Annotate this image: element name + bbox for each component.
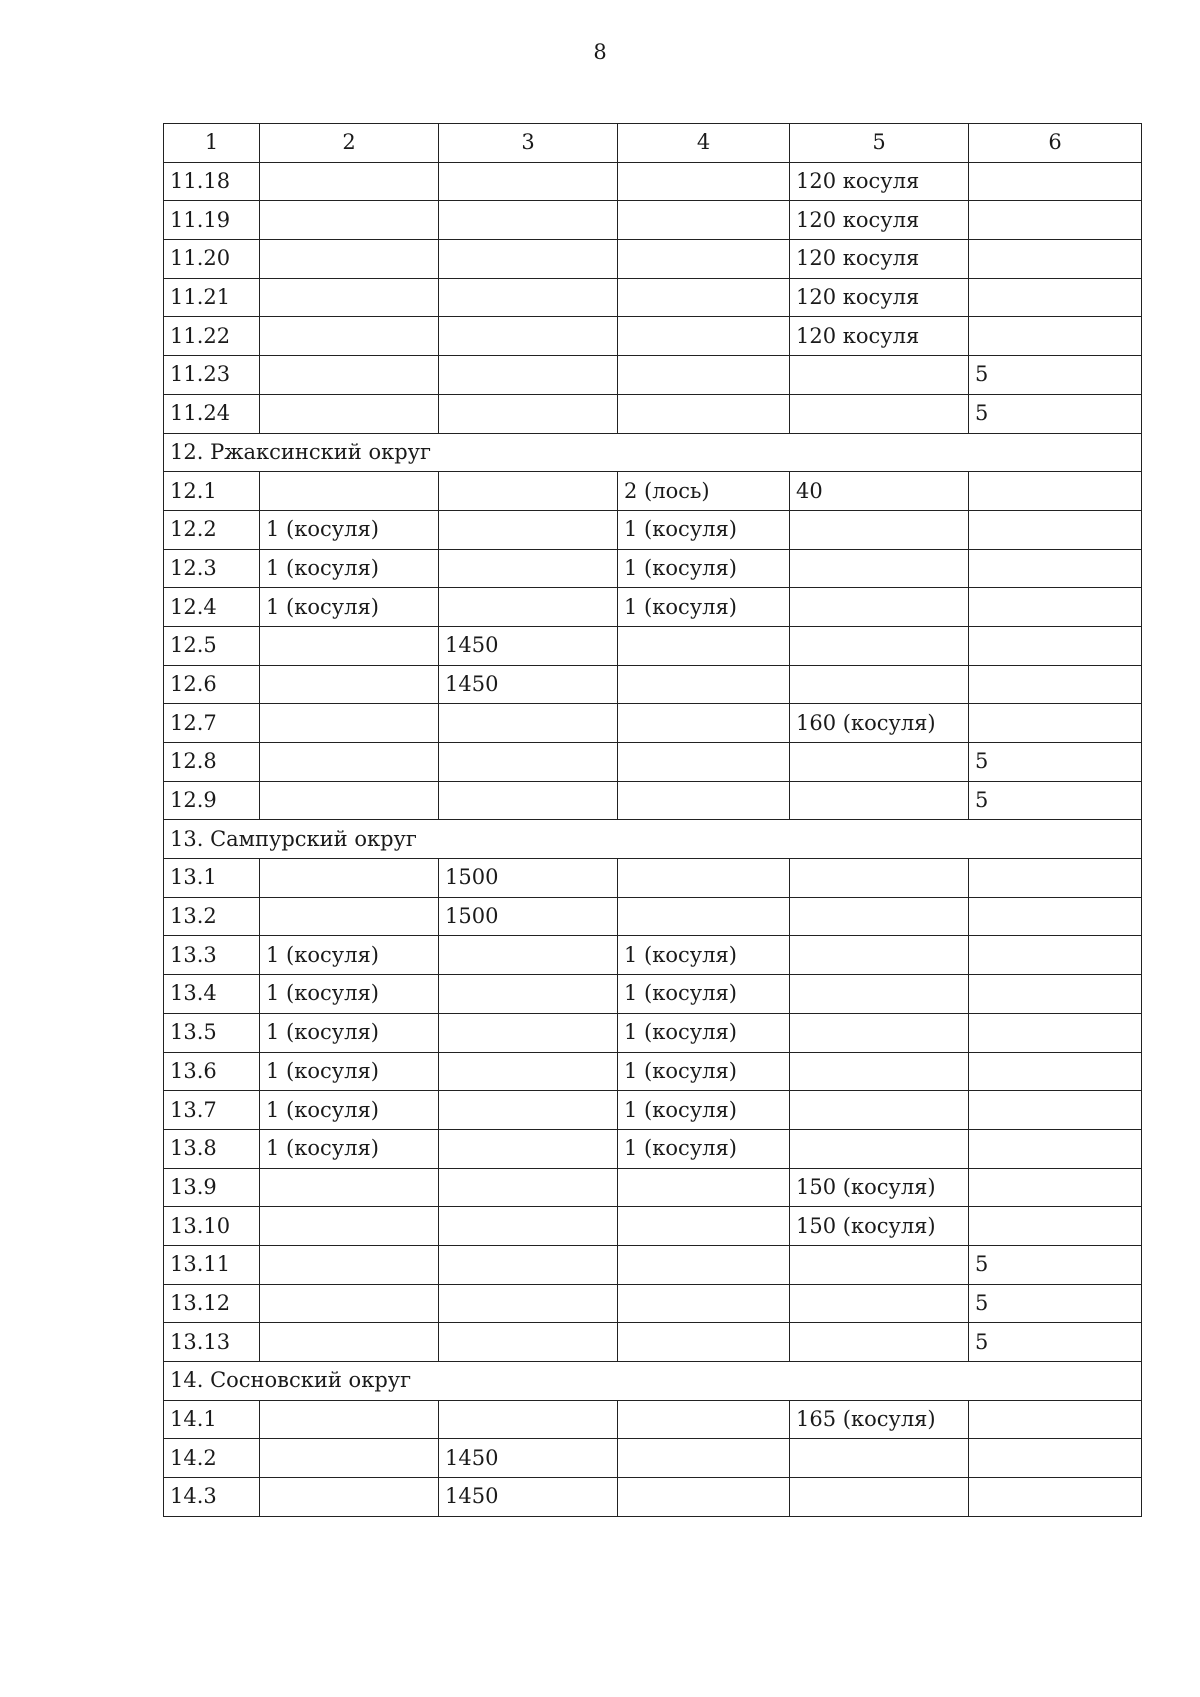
table-cell	[969, 1207, 1142, 1246]
table-cell	[439, 162, 618, 201]
table-cell	[260, 1284, 439, 1323]
row-number-cell: 11.24	[164, 394, 260, 433]
table-cell	[969, 859, 1142, 898]
row-number-cell: 13.3	[164, 936, 260, 975]
table-cell	[439, 510, 618, 549]
table-cell	[790, 975, 969, 1014]
table-cell: 120 косуля	[790, 201, 969, 240]
table-cell	[439, 1129, 618, 1168]
table-cell: 160 (косуля)	[790, 704, 969, 743]
row-number-cell: 11.23	[164, 356, 260, 395]
row-number-cell: 13.10	[164, 1207, 260, 1246]
table-cell	[439, 1013, 618, 1052]
table-cell: 1 (косуля)	[260, 510, 439, 549]
section-row	[164, 1362, 1142, 1401]
table-cell	[969, 1400, 1142, 1439]
table-row	[164, 278, 1142, 317]
table-cell	[439, 1091, 618, 1130]
table-cell: 5	[969, 1323, 1142, 1362]
table-cell	[618, 1168, 790, 1207]
table-cell	[790, 1323, 969, 1362]
table-body	[164, 124, 1142, 1517]
table-cell	[969, 549, 1142, 588]
table-cell	[439, 588, 618, 627]
table-cell	[790, 1013, 969, 1052]
table-cell: 5	[969, 394, 1142, 433]
table-cell	[790, 781, 969, 820]
row-number-cell: 11.20	[164, 240, 260, 279]
table-cell	[439, 394, 618, 433]
row-number-cell: 13.12	[164, 1284, 260, 1323]
table-cell	[790, 859, 969, 898]
table-cell: 1 (косуля)	[618, 588, 790, 627]
table-cell: 150 (косуля)	[790, 1168, 969, 1207]
table-cell	[969, 240, 1142, 279]
row-number-cell: 11.18	[164, 162, 260, 201]
table-cell	[969, 975, 1142, 1014]
table-cell	[618, 626, 790, 665]
table-cell: 1 (косуля)	[618, 1052, 790, 1091]
table-cell	[618, 201, 790, 240]
table-cell	[260, 1400, 439, 1439]
table-cell	[618, 704, 790, 743]
table-cell	[790, 743, 969, 782]
table-row	[164, 472, 1142, 511]
table-cell	[790, 897, 969, 936]
table-cell	[790, 588, 969, 627]
table-cell: 2 (лось)	[618, 472, 790, 511]
table-cell	[260, 1245, 439, 1284]
table-row	[164, 1052, 1142, 1091]
table-row	[164, 859, 1142, 898]
table-cell: 1 (косуля)	[618, 936, 790, 975]
row-number-cell: 12.2	[164, 510, 260, 549]
table-cell: 1 (косуля)	[618, 1091, 790, 1130]
table-row	[164, 1207, 1142, 1246]
header-row	[164, 124, 1142, 163]
row-number-cell: 13.6	[164, 1052, 260, 1091]
table-cell	[969, 626, 1142, 665]
table-cell	[260, 665, 439, 704]
table-cell	[260, 240, 439, 279]
row-number-cell: 11.22	[164, 317, 260, 356]
table-cell	[618, 356, 790, 395]
table-cell	[969, 278, 1142, 317]
row-number-cell: 13.9	[164, 1168, 260, 1207]
table-cell	[790, 1478, 969, 1517]
row-number-cell: 12.7	[164, 704, 260, 743]
table-cell	[260, 356, 439, 395]
table-cell	[439, 278, 618, 317]
table-row	[164, 1478, 1142, 1517]
table-cell	[969, 897, 1142, 936]
table-cell	[618, 1207, 790, 1246]
header-cell-4: 4	[618, 124, 790, 163]
row-number-cell: 14.1	[164, 1400, 260, 1439]
row-number-cell: 13.5	[164, 1013, 260, 1052]
table-row	[164, 510, 1142, 549]
table-cell	[260, 472, 439, 511]
table-row	[164, 1284, 1142, 1323]
table-cell	[260, 1478, 439, 1517]
table-cell	[618, 1245, 790, 1284]
table-cell: 5	[969, 743, 1142, 782]
table-cell	[439, 317, 618, 356]
table-cell: 150 (косуля)	[790, 1207, 969, 1246]
table-cell	[618, 317, 790, 356]
section-row	[164, 433, 1142, 472]
table-cell	[439, 201, 618, 240]
row-number-cell: 12.9	[164, 781, 260, 820]
table-cell	[439, 1207, 618, 1246]
table-row	[164, 1245, 1142, 1284]
table-cell	[969, 1129, 1142, 1168]
table-cell	[790, 1245, 969, 1284]
table-row	[164, 162, 1142, 201]
table-cell	[439, 936, 618, 975]
table-row	[164, 936, 1142, 975]
section-title: 13. Сампурский округ	[164, 820, 1142, 859]
table-cell	[439, 549, 618, 588]
table-cell	[260, 201, 439, 240]
table-cell: 1 (косуля)	[260, 1129, 439, 1168]
row-number-cell: 13.4	[164, 975, 260, 1014]
table-cell	[969, 1013, 1142, 1052]
table-cell	[969, 704, 1142, 743]
section-title: 12. Ржаксинский округ	[164, 433, 1142, 472]
table-cell	[439, 472, 618, 511]
table-cell	[790, 665, 969, 704]
table-cell	[969, 936, 1142, 975]
table-cell	[790, 936, 969, 975]
table-cell: 1 (косуля)	[260, 588, 439, 627]
table-cell	[260, 704, 439, 743]
row-number-cell: 14.3	[164, 1478, 260, 1517]
table-cell	[439, 781, 618, 820]
table-row	[164, 317, 1142, 356]
header-cell-2: 2	[260, 124, 439, 163]
table-cell: 1450	[439, 1439, 618, 1478]
table-row	[164, 588, 1142, 627]
table-cell	[439, 1323, 618, 1362]
table-cell	[969, 588, 1142, 627]
table-cell: 1 (косуля)	[260, 936, 439, 975]
table-cell	[790, 1091, 969, 1130]
table-cell	[439, 1168, 618, 1207]
table-row	[164, 743, 1142, 782]
table-cell: 5	[969, 1245, 1142, 1284]
table-cell	[260, 859, 439, 898]
header-cell-5: 5	[790, 124, 969, 163]
row-number-cell: 12.8	[164, 743, 260, 782]
table-cell	[260, 897, 439, 936]
table-cell: 5	[969, 1284, 1142, 1323]
table-row	[164, 549, 1142, 588]
table-cell	[790, 549, 969, 588]
table-cell	[618, 665, 790, 704]
row-number-cell: 12.6	[164, 665, 260, 704]
quota-table	[163, 123, 1142, 1517]
table-cell	[439, 1245, 618, 1284]
table-cell	[618, 1323, 790, 1362]
table-cell	[618, 897, 790, 936]
table-cell	[618, 743, 790, 782]
table-cell	[439, 704, 618, 743]
table-cell: 1 (косуля)	[260, 1091, 439, 1130]
row-number-cell: 13.2	[164, 897, 260, 936]
table-cell	[969, 201, 1142, 240]
table-row	[164, 704, 1142, 743]
table-cell	[969, 317, 1142, 356]
table-row	[164, 1168, 1142, 1207]
table-cell	[969, 510, 1142, 549]
table-row	[164, 1091, 1142, 1130]
table-cell: 1 (косуля)	[618, 549, 790, 588]
table-cell	[260, 626, 439, 665]
table-cell: 120 косуля	[790, 162, 969, 201]
table-cell: 1 (косуля)	[260, 549, 439, 588]
table-cell: 1 (косуля)	[260, 1013, 439, 1052]
table-cell	[260, 1207, 439, 1246]
table-cell	[618, 1478, 790, 1517]
table-cell	[260, 317, 439, 356]
table-cell	[969, 1052, 1142, 1091]
table-cell	[260, 278, 439, 317]
table-cell: 1 (косуля)	[260, 1052, 439, 1091]
row-number-cell: 12.4	[164, 588, 260, 627]
table-cell	[260, 162, 439, 201]
table-cell	[790, 510, 969, 549]
table-cell	[260, 1168, 439, 1207]
section-title: 14. Сосновский округ	[164, 1362, 1142, 1401]
header-cell-6: 6	[969, 124, 1142, 163]
table-cell: 1500	[439, 859, 618, 898]
table-row	[164, 1323, 1142, 1362]
table-cell: 120 косуля	[790, 317, 969, 356]
table-cell	[260, 1439, 439, 1478]
table-row	[164, 781, 1142, 820]
table-cell	[439, 1400, 618, 1439]
row-number-cell: 11.21	[164, 278, 260, 317]
table-cell: 120 косуля	[790, 240, 969, 279]
table-cell	[790, 1284, 969, 1323]
row-number-cell: 14.2	[164, 1439, 260, 1478]
table-cell	[618, 278, 790, 317]
table-cell	[969, 665, 1142, 704]
table-cell	[260, 394, 439, 433]
table-cell	[618, 1400, 790, 1439]
table-cell	[969, 472, 1142, 511]
table-cell	[618, 1284, 790, 1323]
row-number-cell: 12.5	[164, 626, 260, 665]
table-cell: 120 косуля	[790, 278, 969, 317]
row-number-cell: 12.1	[164, 472, 260, 511]
table-cell	[969, 1091, 1142, 1130]
table-cell	[618, 162, 790, 201]
table-row	[164, 975, 1142, 1014]
table-cell: 1450	[439, 1478, 618, 1517]
table-cell	[439, 743, 618, 782]
table-cell: 1 (косуля)	[618, 975, 790, 1014]
table-row	[164, 1013, 1142, 1052]
row-number-cell: 12.3	[164, 549, 260, 588]
header-cell-3: 3	[439, 124, 618, 163]
table-cell: 5	[969, 781, 1142, 820]
header-cell-1: 1	[164, 124, 260, 163]
table-cell	[969, 1478, 1142, 1517]
table-cell	[439, 975, 618, 1014]
table-cell	[969, 1439, 1142, 1478]
table-row	[164, 897, 1142, 936]
table-row	[164, 1400, 1142, 1439]
table-cell	[439, 356, 618, 395]
table-cell	[790, 626, 969, 665]
section-row	[164, 820, 1142, 859]
table-cell: 165 (косуля)	[790, 1400, 969, 1439]
table-cell	[618, 781, 790, 820]
row-number-cell: 11.19	[164, 201, 260, 240]
table-row	[164, 356, 1142, 395]
table-cell	[790, 394, 969, 433]
row-number-cell: 13.13	[164, 1323, 260, 1362]
table-cell	[260, 743, 439, 782]
table-cell	[790, 356, 969, 395]
page-number: 8	[593, 40, 607, 64]
table-row	[164, 1129, 1142, 1168]
table-row	[164, 1439, 1142, 1478]
table-cell	[439, 1284, 618, 1323]
table-cell	[618, 859, 790, 898]
row-number-cell: 13.7	[164, 1091, 260, 1130]
table-cell	[969, 1168, 1142, 1207]
table-cell	[260, 1323, 439, 1362]
table-cell	[618, 394, 790, 433]
table-cell: 1450	[439, 665, 618, 704]
table-cell	[790, 1129, 969, 1168]
table-cell	[618, 240, 790, 279]
table-row	[164, 240, 1142, 279]
table-row	[164, 626, 1142, 665]
table-row	[164, 665, 1142, 704]
table-cell	[618, 1439, 790, 1478]
table-cell: 1 (косуля)	[618, 510, 790, 549]
row-number-cell: 13.1	[164, 859, 260, 898]
table-cell: 5	[969, 356, 1142, 395]
row-number-cell: 13.11	[164, 1245, 260, 1284]
table-cell	[260, 781, 439, 820]
table-cell	[790, 1439, 969, 1478]
table-cell: 1 (косуля)	[618, 1013, 790, 1052]
table-cell: 40	[790, 472, 969, 511]
table-cell	[969, 162, 1142, 201]
table-row	[164, 201, 1142, 240]
table-cell: 1 (косуля)	[618, 1129, 790, 1168]
table-cell	[790, 1052, 969, 1091]
table-cell: 1500	[439, 897, 618, 936]
table-cell: 1450	[439, 626, 618, 665]
table-cell: 1 (косуля)	[260, 975, 439, 1014]
table-cell	[439, 240, 618, 279]
table-cell	[439, 1052, 618, 1091]
row-number-cell: 13.8	[164, 1129, 260, 1168]
table-row	[164, 394, 1142, 433]
